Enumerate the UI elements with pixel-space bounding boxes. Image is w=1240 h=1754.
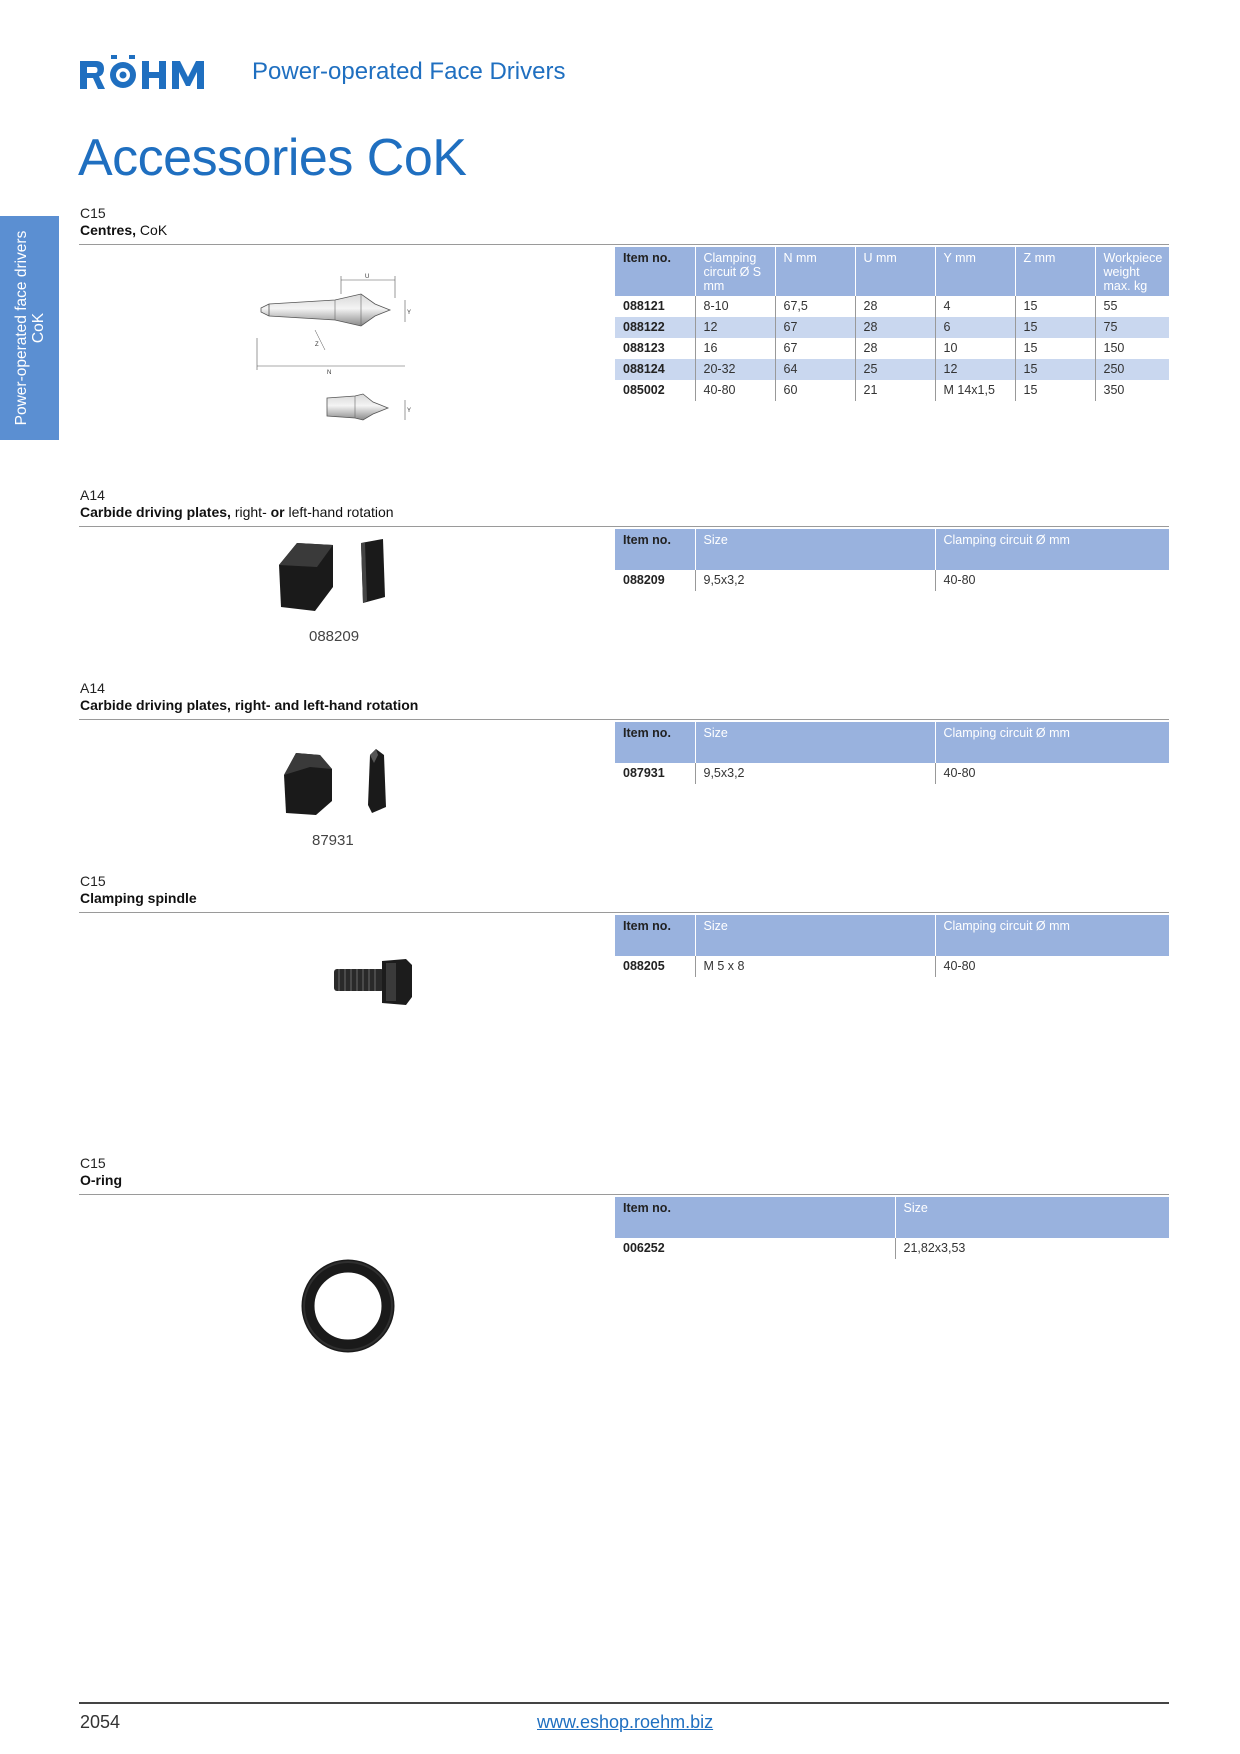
- side-tab[interactable]: [0, 216, 59, 440]
- item-number[interactable]: 087931: [623, 766, 665, 780]
- section-title: Centres, CoK: [80, 222, 168, 238]
- table-row: [615, 359, 1169, 380]
- divider: [79, 912, 1169, 913]
- table-cell: 10: [935, 338, 1015, 359]
- table-cell: 15: [1015, 380, 1095, 401]
- o-ring-image: [298, 1256, 398, 1356]
- item-number[interactable]: 088121: [623, 299, 665, 313]
- col-header: Item no.: [615, 529, 695, 570]
- table-cell: 6: [935, 317, 1015, 338]
- col-header: Clamping circuit Ø mm: [935, 915, 1169, 956]
- col-header: Item no.: [615, 247, 695, 296]
- driving-plates-table-2: [615, 722, 1169, 784]
- table-cell: 40-80: [935, 956, 1169, 977]
- image-caption: 088209: [309, 628, 360, 645]
- table-cell: 12: [935, 359, 1015, 380]
- col-header: Y mm: [935, 247, 1015, 296]
- section-code: A14: [80, 487, 105, 503]
- section-code: A14: [80, 680, 105, 696]
- col-header: Size: [695, 915, 935, 956]
- item-number[interactable]: 006252: [623, 1241, 665, 1255]
- table-cell: 250: [1095, 359, 1169, 380]
- table-cell: 4: [935, 296, 1015, 317]
- divider: [79, 244, 1169, 245]
- clamping-spindle-image: [330, 955, 415, 1010]
- table-cell: 9,5x3,2: [695, 763, 935, 784]
- dim-label-y2: Y: [407, 408, 412, 414]
- divider: [79, 1194, 1169, 1195]
- section-title: O-ring: [80, 1172, 122, 1188]
- item-number[interactable]: 088123: [623, 341, 665, 355]
- divider: [79, 719, 1169, 720]
- table-cell: 15: [1015, 338, 1095, 359]
- table-header-row: [615, 722, 1169, 763]
- table-row: [615, 570, 1169, 591]
- table-header-row: [615, 915, 1169, 956]
- image-caption: 87931: [312, 832, 354, 849]
- col-header: Z mm: [1015, 247, 1095, 296]
- col-header: U mm: [855, 247, 935, 296]
- table-cell: 67: [775, 338, 855, 359]
- table-row: [615, 380, 1169, 401]
- dim-label-y: Y: [407, 310, 412, 316]
- table-cell: 40-80: [935, 570, 1169, 591]
- table-cell: 75: [1095, 317, 1169, 338]
- header-subtitle: Power-operated Face Drivers: [252, 58, 566, 85]
- table-row: [615, 763, 1169, 784]
- footer-divider: [79, 1702, 1169, 1704]
- table-cell: 21,82x3,53: [895, 1238, 1169, 1259]
- table-cell: 16: [695, 338, 775, 359]
- page-title: Accessories CoK: [78, 129, 467, 187]
- table-row: [615, 956, 1169, 977]
- section-title: Carbide driving plates, right- or left-hand rotation: [80, 504, 394, 520]
- item-number[interactable]: 088205: [623, 959, 665, 973]
- table-cell: 28: [855, 338, 935, 359]
- table-cell: M 5 x 8: [695, 956, 935, 977]
- section-code: C15: [80, 1155, 106, 1171]
- centres-table: [615, 247, 1169, 401]
- table-cell: 20-32: [695, 359, 775, 380]
- table-header-row: [615, 1197, 1169, 1238]
- o-ring-table: [615, 1197, 1169, 1259]
- table-cell: 15: [1015, 359, 1095, 380]
- table-cell: 28: [855, 296, 935, 317]
- clamping-spindle-table: [615, 915, 1169, 977]
- col-header: Clamping circuit Ø mm: [935, 529, 1169, 570]
- col-header: N mm: [775, 247, 855, 296]
- section-title: Carbide driving plates, right- and left-hand rotation: [80, 697, 419, 713]
- col-header: Size: [695, 529, 935, 570]
- table-cell: 8-10: [695, 296, 775, 317]
- col-header: Clamping circuit Ø mm: [935, 722, 1169, 763]
- table-header-row: [615, 529, 1169, 570]
- section-code: C15: [80, 205, 106, 221]
- table-cell: 55: [1095, 296, 1169, 317]
- shop-link[interactable]: www.eshop.roehm.biz: [537, 1712, 714, 1732]
- col-header: Clamping circuit Ø S mm: [695, 247, 775, 296]
- table-row: [615, 338, 1169, 359]
- table-row: [615, 296, 1169, 317]
- table-header-row: [615, 247, 1169, 296]
- table-cell: 67: [775, 317, 855, 338]
- table-row: [615, 317, 1169, 338]
- dim-label-z: Z: [315, 342, 319, 348]
- table-cell: M 14x1,5: [935, 380, 1015, 401]
- centre-drawing: [255, 270, 435, 435]
- table-cell: 25: [855, 359, 935, 380]
- table-cell: 9,5x3,2: [695, 570, 935, 591]
- driving-plates-table-1: [615, 529, 1169, 591]
- roehm-logo: [78, 55, 218, 95]
- item-number[interactable]: 088209: [623, 573, 665, 587]
- table-cell: 67,5: [775, 296, 855, 317]
- page-number: 2054: [80, 1712, 121, 1732]
- col-header: Size: [695, 722, 935, 763]
- table-cell: 12: [695, 317, 775, 338]
- table-cell: 28: [855, 317, 935, 338]
- driving-plate-image: [280, 745, 395, 825]
- section-code: C15: [80, 873, 106, 889]
- side-tab-label: Power-operated face drivers CoK: [12, 230, 47, 426]
- item-number[interactable]: 085002: [623, 383, 665, 397]
- table-cell: 64: [775, 359, 855, 380]
- table-cell: 15: [1015, 296, 1095, 317]
- col-header: Workpiece weight max. kg: [1095, 247, 1169, 296]
- table-cell: 350: [1095, 380, 1169, 401]
- driving-plate-image: [275, 535, 395, 630]
- item-number[interactable]: 088122: [615, 317, 695, 338]
- table-cell: 60: [775, 380, 855, 401]
- section-title: Clamping spindle: [80, 890, 197, 906]
- table-cell: 15: [1015, 317, 1095, 338]
- table-cell: 40-80: [695, 380, 775, 401]
- col-header: Item no.: [615, 722, 695, 763]
- col-header: Item no.: [615, 915, 695, 956]
- table-cell: 150: [1095, 338, 1169, 359]
- item-number[interactable]: 088124: [615, 359, 695, 380]
- col-header: Item no.: [615, 1197, 895, 1238]
- table-row: [615, 1238, 1169, 1259]
- dim-label-n: N: [327, 370, 332, 376]
- table-cell: 21: [855, 380, 935, 401]
- table-cell: 40-80: [935, 763, 1169, 784]
- divider: [79, 526, 1169, 527]
- dim-label-u: U: [365, 274, 370, 280]
- col-header: Size: [895, 1197, 1169, 1238]
